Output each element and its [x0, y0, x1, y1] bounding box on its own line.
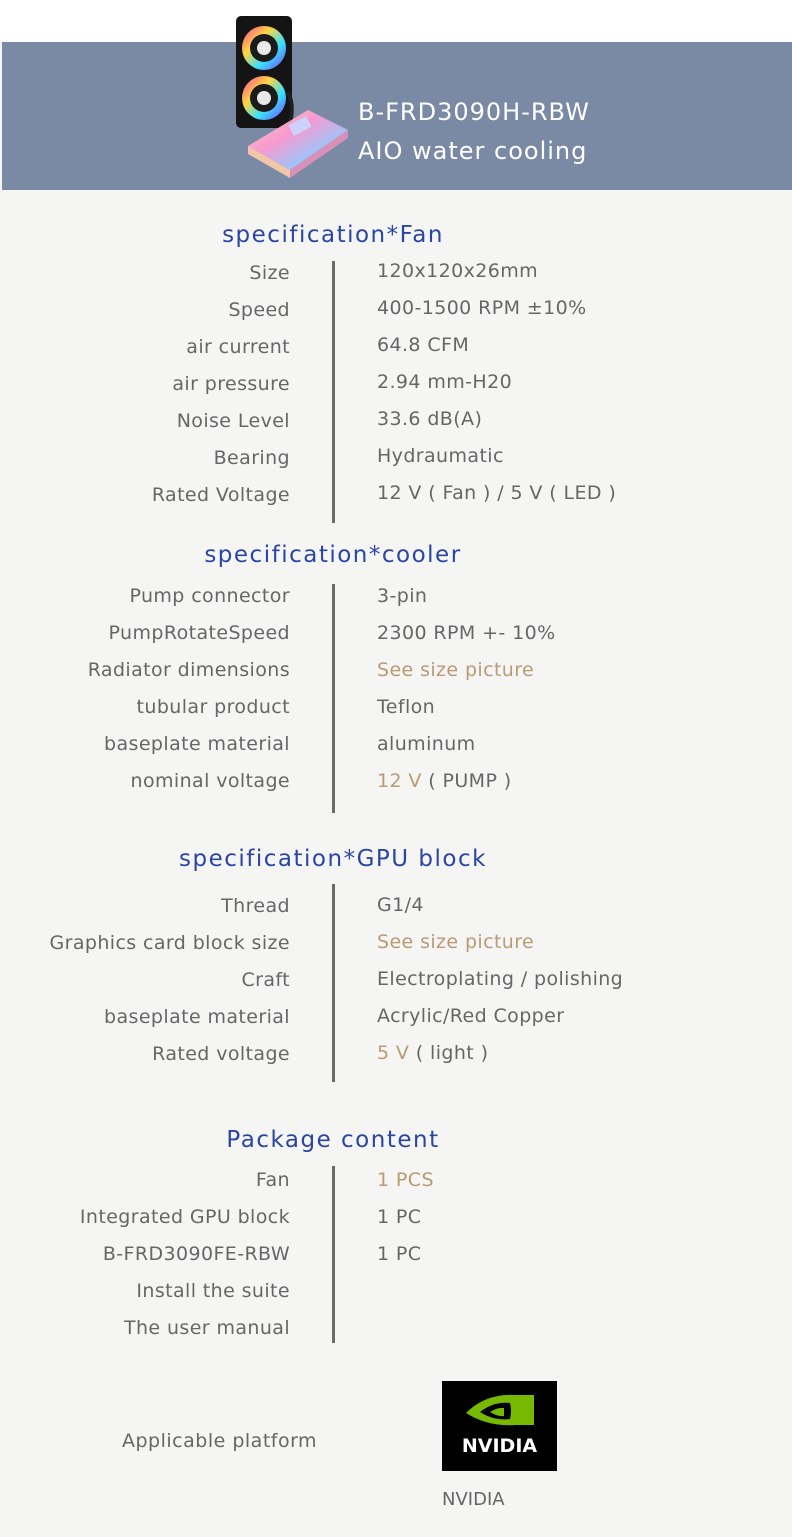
gpu-spec-label: Thread [221, 895, 290, 917]
gpu-spec-label: baseplate material [104, 1006, 290, 1028]
fan-spec-value: Hydraumatic [377, 445, 504, 467]
fan-spec-label: Size [249, 262, 290, 284]
fan-spec-label: Rated Voltage [151, 484, 290, 506]
water-cooler-product-image [230, 14, 350, 194]
top-margin [0, 0, 792, 42]
package-item-label: Install the suite [136, 1280, 290, 1302]
fan-spec-label: air current [186, 336, 290, 358]
gpu-spec-label: Graphics card block size [49, 932, 290, 954]
gpu-spec-value-link: See size picture [377, 931, 535, 953]
fan-spec-label: Noise Level [176, 410, 290, 432]
gpu-spec-title: specification*GPU block [179, 846, 487, 872]
voltage-highlight: 5 V [377, 1042, 410, 1064]
gpu-spec-divider [332, 884, 335, 1082]
gpu-spec-label: Rated voltage [152, 1043, 290, 1065]
cooler-spec-label: PumpRotateSpeed [108, 622, 290, 644]
cooler-spec-value: 3-pin [377, 585, 428, 607]
package-title: Package content [226, 1127, 440, 1153]
cooler-spec-label: tubular product [136, 696, 290, 718]
package-item-label: B-FRD3090FE-RBW [102, 1243, 290, 1265]
fan-spec-value: 64.8 CFM [377, 334, 470, 356]
fan-spec-title: specification*Fan [222, 222, 444, 248]
package-item-label: Integrated GPU block [79, 1206, 290, 1228]
cooler-spec-value-link: See size picture [377, 659, 535, 681]
fan-spec-value: 12 V ( Fan ) / 5 V ( LED ) [377, 482, 617, 504]
cooler-spec-label: Pump connector [129, 585, 290, 607]
voltage-note: ( PUMP ) [421, 770, 512, 792]
cooler-spec-label: baseplate material [104, 733, 290, 755]
cooler-spec-divider [332, 584, 335, 813]
cooler-spec-label: nominal voltage [130, 770, 290, 792]
fan-spec-label: Speed [228, 299, 290, 321]
cooler-spec-value [377, 770, 512, 792]
package-item-qty: 1 PC [377, 1206, 422, 1228]
package-item-qty: 1 PC [377, 1243, 422, 1265]
nvidia-eye-icon [442, 1381, 557, 1471]
package-item-label: Fan [255, 1169, 290, 1191]
header-banner [2, 42, 792, 190]
fan-spec-value: 33.6 dB(A) [377, 408, 483, 430]
platform-label: Applicable platform [122, 1430, 318, 1452]
banner-subtitle: AIO water cooling [358, 137, 588, 165]
platform-caption: NVIDIA [442, 1489, 505, 1510]
fan-spec-value: 120x120x26mm [377, 260, 539, 282]
fan-spec-label: air pressure [172, 373, 290, 395]
gpu-spec-value: Acrylic/Red Copper [377, 1005, 565, 1027]
package-item-label: The user manual [123, 1317, 290, 1339]
gpu-spec-value: G1/4 [377, 894, 424, 916]
package-item-qty: 1 PCS [377, 1169, 434, 1191]
cooler-spec-value: 2300 RPM +- 10% [377, 622, 556, 644]
fan-spec-divider [332, 261, 335, 523]
cooler-spec-label: Radiator dimensions [87, 659, 290, 681]
cooler-spec-value: Teflon [377, 696, 436, 718]
cooler-spec-value: aluminum [377, 733, 476, 755]
voltage-highlight: 12 V [377, 770, 422, 792]
gpu-spec-label: Craft [241, 969, 290, 991]
nvidia-wordmark: NVIDIA [461, 1435, 538, 1457]
package-divider [332, 1166, 335, 1343]
nvidia-logo [442, 1381, 557, 1471]
gpu-spec-value [377, 1042, 488, 1064]
cooler-spec-title: specification*cooler [204, 542, 462, 568]
model-title: B-FRD3090H-RBW [358, 98, 590, 126]
fan-spec-label: Bearing [213, 447, 290, 469]
fan-spec-value: 400-1500 RPM ±10% [377, 297, 587, 319]
voltage-note: ( light ) [409, 1042, 489, 1064]
fan-spec-value: 2.94 mm-H20 [377, 371, 513, 393]
gpu-spec-value: Electroplating / polishing [377, 968, 624, 990]
